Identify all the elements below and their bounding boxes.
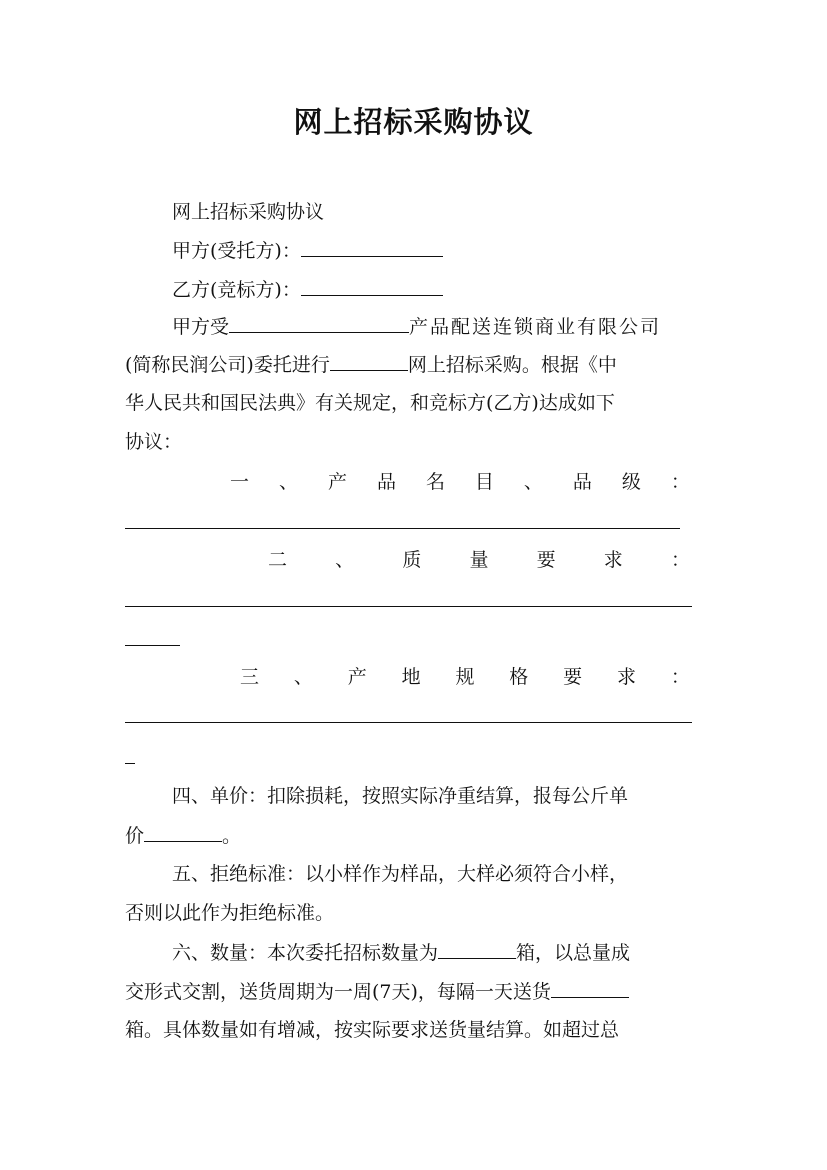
section-6-line-2 [125, 977, 705, 1006]
delivery-blank[interactable] [551, 977, 629, 998]
party-a-blank[interactable] [301, 236, 443, 257]
intro-text: 产品配送连锁商业有限公司 [409, 316, 662, 338]
char: 量 [469, 549, 489, 571]
section-5-line-1: 五、拒绝标准：以小样作为样品，大样必须符合小样， [172, 863, 629, 885]
entrust-blank[interactable] [229, 312, 409, 333]
section-1-heading [230, 468, 690, 496]
section-6-line-1 [172, 938, 752, 967]
intro-line-1 [172, 312, 752, 341]
char: 格 [509, 666, 529, 688]
char: 、 [293, 666, 313, 688]
char: 求 [617, 666, 637, 688]
char: 要 [563, 666, 583, 688]
section-2-blank-cont[interactable] [125, 645, 180, 646]
party-b-label: 乙方(竞标方)： [172, 279, 301, 301]
char: 品 [572, 471, 592, 493]
party-b-line [172, 275, 752, 304]
party-a-label: 甲方(受托方)： [172, 240, 301, 262]
subtitle: 网上招标采购协议 [172, 201, 325, 223]
intro-line-2 [125, 350, 705, 379]
price-blank[interactable] [144, 821, 222, 842]
char: 、 [335, 549, 355, 571]
char: 地 [401, 666, 421, 688]
party-b-blank[interactable] [301, 275, 443, 296]
section-3-heading [240, 663, 690, 691]
char: 一 [230, 471, 250, 493]
intro-text: (简称民润公司)委托进行 [125, 354, 330, 376]
char: 名 [425, 471, 445, 493]
section-6-line-3: 箱。具体数量如有增减，按实际要求送货量结算。如超过总 [125, 1019, 620, 1041]
intro-text: 网上招标采购。根据《中 [407, 354, 617, 376]
purchase-blank[interactable] [330, 350, 408, 371]
intro-line-4: 协议： [125, 431, 183, 453]
char: 品 [376, 471, 396, 493]
party-a-line [172, 236, 752, 265]
price-label: 价 [125, 825, 145, 847]
char: 求 [603, 549, 623, 571]
section-5-line-2: 否则以此作为拒绝标准。 [125, 902, 335, 924]
char: 、 [278, 471, 298, 493]
section-1-blank[interactable] [125, 528, 680, 529]
char: ： [670, 549, 690, 571]
char: 三 [240, 666, 260, 688]
section-3-blank-cont[interactable] [125, 763, 135, 764]
char: 、 [523, 471, 543, 493]
document-title: 网上招标采购协议 [293, 105, 534, 139]
section-4-line-2 [125, 821, 705, 850]
section-4-line-1: 四、单价：扣除损耗，按照实际净重结算，报每公斤单 [172, 785, 629, 807]
char: 质 [402, 549, 422, 571]
period: 。 [222, 825, 242, 847]
char: 目 [474, 471, 494, 493]
quantity-text: 箱，以总量成 [516, 942, 631, 964]
delivery-text: 交形式交割，送货周期为一周(7天)，每隔一天送货 [125, 981, 551, 1003]
quantity-text: 六、数量：本次委托招标数量为 [172, 942, 439, 964]
char: 级 [621, 471, 641, 493]
section-3-blank[interactable] [125, 722, 692, 723]
char: 规 [455, 666, 475, 688]
char: ： [670, 471, 690, 493]
char: ： [670, 666, 690, 688]
char: 要 [536, 549, 556, 571]
char: 二 [268, 549, 288, 571]
quantity-blank[interactable] [438, 938, 516, 959]
section-2-heading [268, 546, 690, 574]
intro-line-3: 华人民共和国民法典》有关规定，和竞标方(乙方)达成如下 [125, 392, 615, 414]
section-2-blank[interactable] [125, 606, 692, 607]
char: 产 [347, 666, 367, 688]
intro-text: 甲方受 [172, 316, 230, 338]
char: 产 [327, 471, 347, 493]
